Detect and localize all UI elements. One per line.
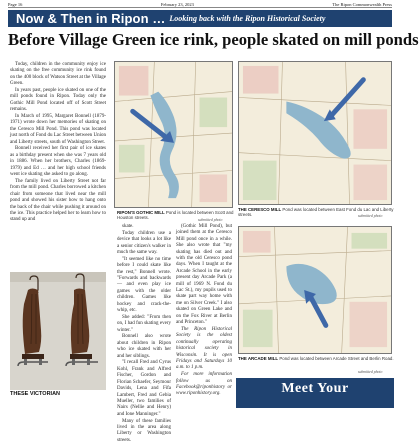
paragraph: The family lived on Liberty Street not far from the mill pond. Charles borrowed a kitchen chair from someone that lived near the mill pond and showed his sister how to hang onto the back of the chair while pushing it around on the ice. This practice helped her to learn how to stand up and: [10, 178, 106, 223]
caption-text: Pond was located between Arcade Street and Berlin Road.: [279, 356, 394, 361]
paragraph: She added: "From then on, I had fun skating every winter.": [117, 314, 171, 333]
society-contact: For more information follow us on Facebook@riponhistory or www.riponhistory.org.: [176, 372, 232, 397]
society-note: The Ripon Historical Society is the oldest continually operating historical society in Wisconsin. It is open Fridays and Saturdays 10 a.m. to 1 p.m.: [176, 326, 232, 371]
paragraph: "I recall Fred and Cyrus Kohl, Frank and Alfred Fischer, Gordon and Florian Schaefer, Seymour Davids, Lena and Fifa Lambert, Fred and Gebia Mueller, two families of Nairs (Nellie and Henry) and Ione Manninger.": [117, 360, 171, 417]
paragraph: (Gothic Mill Pond), but joined them at the Ceresco Mill pond once in a while. She also wrote that "my skating has died out and with the old Ceresco pond days. When I taught at the Arcade School in the early present day Arcade Park (a mill of 1969 N. Fond du Lac St.), my pupils used to skate part way home with me on Silver Creek." I also skated on Green Lake and on the Fox River at Berlin and Princeton.": [176, 224, 232, 326]
newspaper-name: The Ripon Commonwealth Press: [332, 1, 392, 7]
caption-label: THE ARCADE MILL: [238, 356, 279, 361]
photo-credit: submitted photo: [198, 218, 223, 222]
page-number: Page 16: [8, 1, 23, 7]
caption-label: RIPON'S GOTHIC MILL: [117, 210, 165, 215]
paragraph: "It seemed like no time before I could skate like the rest," Bonnell wrote. "Forwards and backwards — and even play ice games with the older children. Games like hockey and crack-the-whip, etc.: [117, 256, 171, 314]
paragraph: In years past, people ice skated on one of the mill ponds found in Ripon. Today only the Gothic Mill Pond located off of Scott Street remains.: [10, 88, 106, 113]
paragraph: In March of 1995, Margaret Bonnell (1879-1971) wrote down her memories of skating on the Ceresco Mill Pond. This pond was located just north of Fond du Lac Street between Union and Liberty streets, south of Washington Street.: [10, 114, 106, 145]
arcade-mill-caption: [238, 356, 394, 361]
article-column-2: [117, 224, 171, 443]
paragraph: Bonnell also wrote about children in Ripon who ice skated with her and her siblings.: [117, 334, 171, 359]
paragraph: Many of these families lived in the area along Liberty or Washington streets.: [117, 418, 171, 443]
gothic-mill-map: [114, 61, 233, 208]
paragraph: Today, children in the community enjoy ice skating on the free community ice rink found on the 400 block of Watson Street at the Village Green.: [10, 62, 106, 87]
skates-photo-caption: [10, 392, 106, 397]
photo-credit: submitted photo: [358, 370, 383, 374]
arcade-mill-map: [238, 226, 392, 354]
caption-label: THESE VICTORIAN: [10, 391, 61, 397]
section-banner: [8, 10, 392, 27]
paragraph: Today children use a device that looks a lot like a senior citizen's walker in much the same way.: [117, 230, 171, 256]
caption-text: Pond is located between Scott and Houston streets.: [117, 210, 234, 221]
photo-credit: submitted photo: [358, 214, 383, 218]
section-subtitle: Looking back with the Ripon Historical Society: [169, 14, 326, 23]
article-column-3: [176, 224, 232, 400]
caption-label: THE CERESCO MILL: [238, 207, 282, 212]
running-header: [8, 1, 392, 8]
paragraph: Bonnell received her first pair of ice skates as a birthday present when she was 7 years old in 1886. When her brothers, Charles (1869-1979) and Ed … and her high school friends went ice skating she asked to go along.: [10, 146, 106, 178]
caption-text: Pond was located between East Fond du Lac and Liberty streets.: [238, 207, 394, 218]
article-headline: Before Village Green ice rink, people skated on mill ponds: [8, 30, 419, 49]
advertisement-box: [236, 378, 394, 408]
paragraph: skate.: [122, 224, 134, 229]
ad-title: Meet Your: [281, 381, 349, 396]
issue-date: February 23, 2023: [160, 1, 194, 7]
ceresco-mill-map: [238, 61, 392, 205]
article-column-1: [10, 62, 106, 270]
section-title: Now & Then in Ripon …: [16, 11, 166, 26]
ice-skates-photo: [10, 272, 106, 390]
